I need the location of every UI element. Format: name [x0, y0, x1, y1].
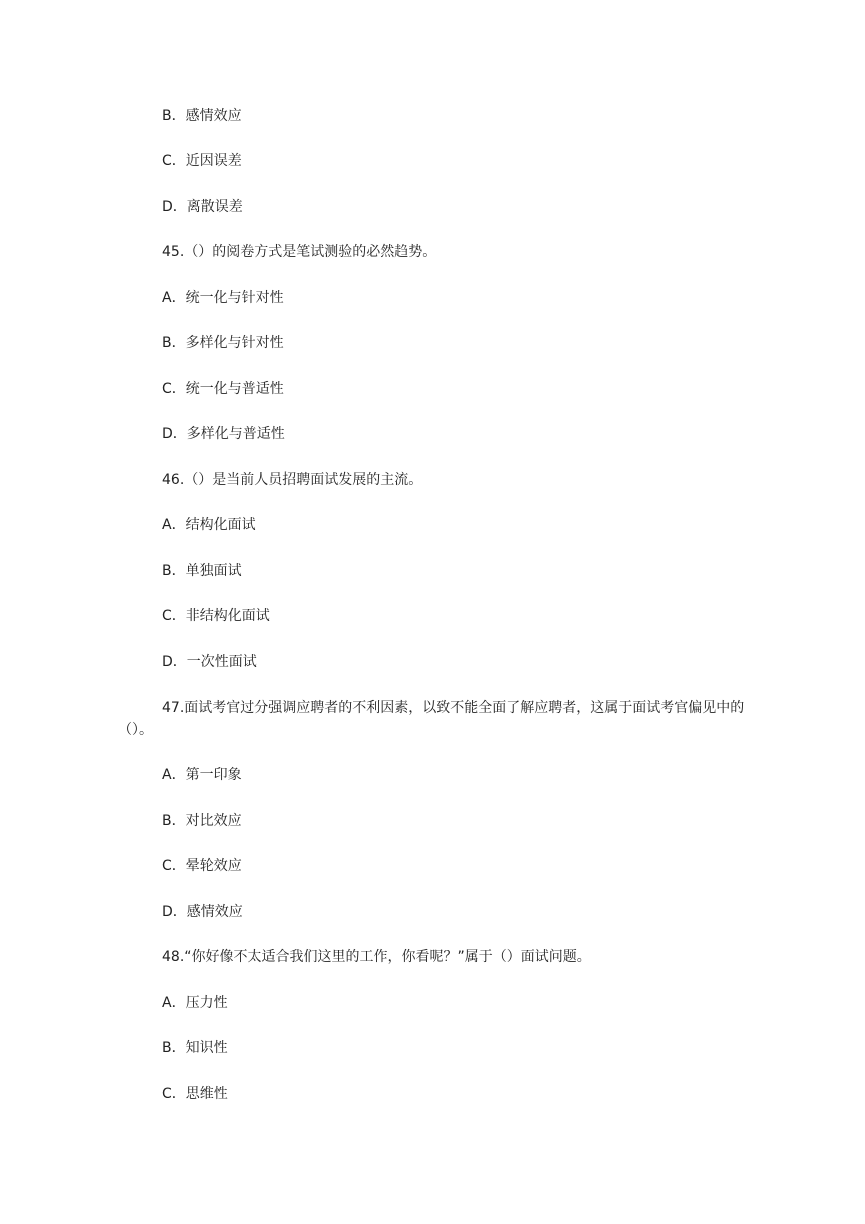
option-b-q45: B．多样化与针对性: [162, 335, 284, 351]
option-b-q44: B．感情效应: [162, 108, 242, 124]
option-c-q44: C．近因误差: [162, 153, 242, 169]
option-d-q46: D．一次性面试: [162, 654, 257, 670]
question-45: 45.（）的阅卷方式是笔试测验的必然趋势。: [162, 244, 437, 260]
option-a-q46: A．结构化面试: [162, 517, 256, 533]
question-47: 47.面试考官过分强调应聘者的不利因素，以致不能全面了解应聘者，这属于面试考官偏见中的（）。: [118, 700, 745, 738]
option-c-q47: C．晕轮效应: [162, 858, 242, 874]
option-d-q47: D．感情效应: [162, 904, 243, 920]
option-a-q45: A．统一化与针对性: [162, 290, 284, 306]
option-c-q48: C．思维性: [162, 1086, 228, 1102]
question-48: 48.“你好像不太适合我们这里的工作，你看呢？”属于（）面试问题。: [162, 949, 591, 965]
option-b-q47: B．对比效应: [162, 813, 242, 829]
option-c-q45: C．统一化与普适性: [162, 381, 284, 397]
option-a-q47: A．第一印象: [162, 767, 242, 783]
option-b-q48: B．知识性: [162, 1040, 228, 1056]
option-a-q48: A．压力性: [162, 995, 228, 1011]
option-d-q45: D．多样化与普适性: [162, 426, 285, 442]
question-46: 46.（）是当前人员招聘面试发展的主流。: [162, 472, 423, 488]
option-c-q46: C．非结构化面试: [162, 608, 270, 624]
option-d-q44: D．离散误差: [162, 199, 243, 215]
option-b-q46: B．单独面试: [162, 563, 242, 579]
